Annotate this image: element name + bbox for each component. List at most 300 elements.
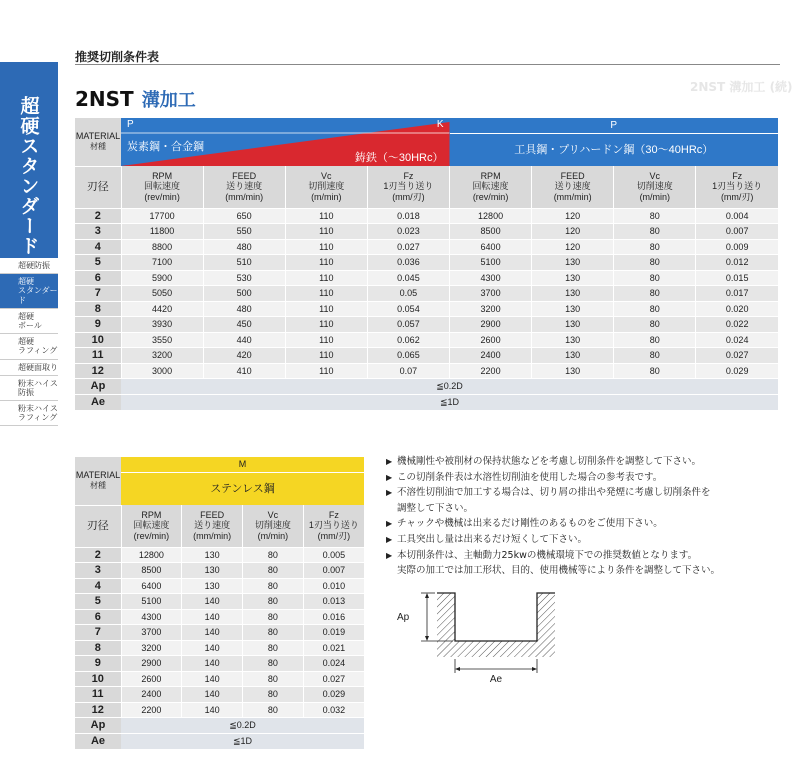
note-text: 機械剛性や被削材の保持状態などを考慮し切削条件を調整して下さい。 — [397, 456, 702, 467]
diameter-header: 刃径 — [75, 166, 121, 208]
value-cell: 7100 — [121, 255, 203, 271]
value-cell: 80 — [614, 208, 696, 224]
value-cell: 420 — [203, 348, 285, 364]
groove-profile — [437, 593, 555, 641]
sidebar-item[interactable] — [0, 334, 58, 359]
diameter-cell: 11 — [75, 687, 121, 703]
column-header-line: FEED — [200, 509, 225, 520]
value-cell: 0.027 — [303, 671, 364, 687]
ae-value: ≦1D — [121, 733, 364, 749]
column-header-line: Vc — [321, 170, 332, 181]
value-cell: 4300 — [450, 270, 532, 286]
table-row — [75, 594, 364, 610]
value-cell: 0.032 — [303, 702, 364, 718]
value-cell: 80 — [243, 671, 304, 687]
material-label-cell — [75, 118, 121, 166]
value-cell: 0.018 — [367, 208, 449, 224]
value-cell: 120 — [532, 239, 614, 255]
value-cell: 0.057 — [367, 317, 449, 333]
value-cell: 500 — [203, 286, 285, 302]
table-row — [75, 625, 364, 641]
note-text: 工具突出し量は出来るだけ短くして下さい。 — [397, 533, 588, 545]
value-cell: 480 — [203, 239, 285, 255]
value-cell: 5900 — [121, 270, 203, 286]
column-header — [532, 166, 614, 208]
value-cell: 440 — [203, 332, 285, 348]
bullet-icon: ▶ — [386, 534, 393, 544]
column-header — [203, 166, 285, 208]
table-row — [75, 332, 778, 348]
value-cell: 130 — [532, 332, 614, 348]
value-cell: 0.045 — [367, 270, 449, 286]
ap-label: Ap — [397, 612, 410, 623]
note-text: 不溶性切削油で加工する場合は、切り屑の排出や発煙に考慮し切削条件を — [397, 487, 711, 499]
bullet-icon: ▶ — [386, 457, 393, 466]
value-cell: 130 — [182, 578, 243, 594]
diameter-cell: 5 — [75, 255, 121, 271]
group-code-p2: P — [610, 120, 618, 131]
diameter-cell: 11 — [75, 348, 121, 364]
table-row — [75, 224, 778, 240]
column-header — [367, 166, 449, 208]
diameter-cell: 4 — [75, 239, 121, 255]
group-name-cast-iron: 鋳鉄（～30HRc） — [354, 152, 444, 164]
note-text: この切削条件表は水溶性切削油を使用した場合の参考表です。 — [397, 471, 663, 483]
diameter-cell: 7 — [75, 625, 121, 641]
value-cell: 80 — [243, 563, 304, 579]
value-cell: 650 — [203, 208, 285, 224]
value-cell: 130 — [182, 547, 243, 563]
column-header-line: (mm/刃) — [317, 531, 351, 542]
sidebar — [0, 62, 58, 462]
column-header — [450, 166, 532, 208]
cutting-conditions-table-m — [75, 457, 364, 749]
ap-value: ≦0.2D — [121, 379, 778, 395]
sidebar-item-label: 超硬防振 — [18, 261, 50, 270]
column-header-line: Vc — [267, 509, 279, 520]
column-header-line: (rev/min) — [133, 531, 170, 542]
column-header-line: 送り速度 — [194, 520, 231, 531]
value-cell: 3200 — [121, 640, 182, 656]
value-cell: 2900 — [121, 656, 182, 672]
note-item — [386, 454, 786, 470]
value-cell: 110 — [285, 363, 367, 379]
value-cell: 0.019 — [303, 625, 364, 641]
value-cell: 110 — [285, 208, 367, 224]
ae-label: Ae — [75, 733, 121, 749]
ae-value: ≦1D — [121, 394, 778, 410]
ap-row — [75, 379, 778, 395]
value-cell: 80 — [243, 594, 304, 610]
column-header-line: (mm/刃) — [392, 192, 425, 203]
value-cell: 0.024 — [696, 332, 778, 348]
value-cell: 80 — [243, 687, 304, 703]
diameter-cell: 3 — [75, 224, 121, 240]
value-cell: 2600 — [121, 671, 182, 687]
value-cell: 0.036 — [367, 255, 449, 271]
material-jp-label: 材種 — [90, 142, 106, 152]
column-header-line: (m/min) — [311, 192, 342, 203]
value-cell: 12800 — [450, 208, 532, 224]
column-header-line: (mm/min) — [193, 531, 232, 542]
column-header-line: Fz — [403, 170, 414, 181]
value-cell: 4300 — [121, 609, 182, 625]
value-cell: 130 — [532, 348, 614, 364]
note-item — [386, 470, 786, 486]
section-heading: 推奨切削条件表 — [75, 50, 160, 64]
sidebar-item-label: 超硬面取り — [18, 362, 58, 372]
material-group-m — [121, 457, 364, 505]
material-jp-label: 材種 — [90, 481, 106, 491]
ap-label: Ap — [75, 379, 121, 395]
column-header-line: Vc — [649, 170, 661, 181]
bullet-icon: ▶ — [386, 488, 393, 498]
value-cell: 8800 — [121, 239, 203, 255]
column-header-line: (mm/min) — [553, 192, 592, 203]
value-cell: 80 — [243, 578, 304, 594]
value-cell: 450 — [203, 317, 285, 333]
column-header — [696, 166, 778, 208]
table-row — [75, 671, 364, 687]
note-text: 調整して下さい。 — [397, 502, 474, 514]
column-header-line: Fz — [732, 170, 743, 181]
value-cell: 5100 — [121, 594, 182, 610]
value-cell: 0.005 — [303, 547, 364, 563]
ae-label: Ae — [75, 394, 121, 410]
value-cell: 80 — [243, 656, 304, 672]
value-cell: 410 — [203, 363, 285, 379]
diameter-cell: 4 — [75, 578, 121, 594]
column-header-line: 送り速度 — [226, 181, 263, 192]
bleed-through-text: 2NST 溝加工 (続) — [690, 80, 793, 94]
column-header — [182, 505, 243, 547]
value-cell: 110 — [285, 348, 367, 364]
sidebar-item-label: 超硬 スタンダード — [18, 277, 58, 305]
sidebar-item[interactable] — [0, 401, 58, 426]
value-cell: 0.013 — [303, 594, 364, 610]
sidebar-item-label: 粉末ハイス 防振 — [18, 378, 58, 397]
note-text: 実際の加工では加工形状、目的、使用機械等により条件を調整して下さい。 — [397, 565, 721, 577]
column-header-line: 回転速度 — [144, 181, 181, 192]
notes-list — [386, 454, 786, 579]
table-row — [75, 609, 364, 625]
value-cell: 8500 — [121, 563, 182, 579]
value-cell: 80 — [614, 286, 696, 302]
diameter-header: 刃径 — [75, 505, 121, 547]
value-cell: 130 — [532, 363, 614, 379]
value-cell: 0.027 — [367, 239, 449, 255]
value-cell: 11800 — [121, 224, 203, 240]
diameter-cell: 9 — [75, 317, 121, 333]
value-cell: 3200 — [121, 348, 203, 364]
sidebar-item[interactable] — [0, 309, 58, 334]
value-cell: 80 — [614, 332, 696, 348]
value-cell: 80 — [614, 317, 696, 333]
cutting-conditions-table-p-k — [75, 118, 778, 410]
value-cell: 0.023 — [367, 224, 449, 240]
value-cell: 120 — [532, 224, 614, 240]
value-cell: 0.009 — [696, 239, 778, 255]
bullet-icon: ▶ — [386, 550, 393, 560]
sidebar-item[interactable] — [0, 258, 58, 274]
group-name-tool-steel: 工具鋼・プリハードン鋼（30～40HRc） — [450, 133, 779, 166]
column-header-line: RPM — [152, 170, 173, 181]
value-cell: 130 — [532, 301, 614, 317]
value-cell: 80 — [243, 640, 304, 656]
diameter-cell: 12 — [75, 363, 121, 379]
value-cell: 3200 — [450, 301, 532, 317]
column-header-line: (m/min) — [257, 531, 289, 542]
sidebar-item-label: 超硬 ラフィング — [18, 337, 58, 356]
table-row — [75, 363, 778, 379]
value-cell: 130 — [182, 563, 243, 579]
value-cell: 110 — [285, 270, 367, 286]
column-header-line: 1刃当り送り — [308, 520, 359, 531]
column-header — [303, 505, 364, 547]
table-row — [75, 208, 778, 224]
sidebar-items — [0, 258, 58, 426]
column-header-line: 回転速度 — [133, 520, 170, 531]
column-header-line: FEED — [232, 170, 257, 181]
value-cell: 5050 — [121, 286, 203, 302]
value-cell: 4420 — [121, 301, 203, 317]
table-row — [75, 239, 778, 255]
value-cell: 0.016 — [303, 609, 364, 625]
column-header — [243, 505, 304, 547]
diameter-cell: 8 — [75, 640, 121, 656]
group-code-k: K — [436, 119, 444, 130]
group-name-steel: 炭素鋼・合金鋼 — [127, 141, 204, 153]
diameter-cell: 5 — [75, 594, 121, 610]
table-row — [75, 255, 778, 271]
sidebar-item[interactable] — [0, 360, 58, 376]
product-code: 2NST — [75, 87, 134, 111]
column-header-line: FEED — [560, 170, 585, 181]
table-row — [75, 563, 364, 579]
column-header-line: 回転速度 — [472, 181, 509, 192]
table-row — [75, 317, 778, 333]
note-item — [386, 548, 786, 564]
ae-label: Ae — [489, 674, 503, 685]
value-cell: 80 — [243, 625, 304, 641]
value-cell: 0.029 — [696, 363, 778, 379]
diameter-cell: 12 — [75, 702, 121, 718]
material-label: MATERIAL — [75, 130, 121, 141]
value-cell: 140 — [182, 671, 243, 687]
value-cell: 80 — [614, 224, 696, 240]
table-row — [75, 702, 364, 718]
table-row — [75, 547, 364, 563]
value-cell: 0.007 — [303, 563, 364, 579]
material-label-cell — [75, 457, 121, 505]
value-cell: 80 — [614, 363, 696, 379]
value-cell: 0.07 — [367, 363, 449, 379]
note-item — [386, 532, 786, 548]
value-cell: 3550 — [121, 332, 203, 348]
value-cell: 80 — [614, 270, 696, 286]
value-cell: 5100 — [450, 255, 532, 271]
product-title: 溝加工 — [141, 90, 196, 111]
sidebar-category[interactable] — [0, 62, 58, 258]
table-row — [75, 301, 778, 317]
value-cell: 2400 — [450, 348, 532, 364]
note-item — [386, 563, 786, 579]
column-header-line: 1刃当り送り — [383, 181, 434, 192]
value-cell: 510 — [203, 255, 285, 271]
value-cell: 2600 — [450, 332, 532, 348]
bullet-icon: ▶ — [386, 519, 393, 529]
note-text: 本切削条件は、主軸動力25kwの機械環境下での推奨数値となります。 — [397, 549, 698, 561]
value-cell: 2200 — [450, 363, 532, 379]
value-cell: 0.007 — [696, 224, 778, 240]
value-cell: 0.004 — [696, 208, 778, 224]
table-row — [75, 687, 364, 703]
value-cell: 0.027 — [696, 348, 778, 364]
group-name-stainless: ステンレス鋼 — [121, 472, 364, 505]
value-cell: 110 — [285, 332, 367, 348]
ae-row — [75, 733, 364, 749]
value-cell: 6400 — [121, 578, 182, 594]
value-cell: 0.020 — [696, 301, 778, 317]
value-cell: 3930 — [121, 317, 203, 333]
value-cell: 120 — [532, 208, 614, 224]
value-cell: 110 — [285, 224, 367, 240]
column-header — [121, 166, 203, 208]
ap-value: ≦0.2D — [121, 718, 364, 734]
diameter-cell: 9 — [75, 656, 121, 672]
diameter-cell: 7 — [75, 286, 121, 302]
value-cell: 2900 — [450, 317, 532, 333]
value-cell: 140 — [182, 625, 243, 641]
value-cell: 12800 — [121, 547, 182, 563]
column-header-line: 切削速度 — [254, 520, 291, 531]
note-item — [386, 485, 786, 501]
value-cell: 0.05 — [367, 286, 449, 302]
sidebar-item[interactable] — [0, 274, 58, 309]
value-cell: 550 — [203, 224, 285, 240]
table-row — [75, 270, 778, 286]
value-cell: 110 — [285, 239, 367, 255]
ap-label: Ap — [75, 718, 121, 734]
value-cell: 80 — [614, 301, 696, 317]
sidebar-item[interactable] — [0, 376, 58, 401]
value-cell: 17700 — [121, 208, 203, 224]
diameter-cell: 10 — [75, 671, 121, 687]
value-cell: 0.022 — [696, 317, 778, 333]
value-cell: 0.029 — [303, 687, 364, 703]
note-item — [386, 516, 786, 532]
table-row — [75, 656, 364, 672]
value-cell: 130 — [532, 286, 614, 302]
group-code-m: M — [121, 457, 364, 472]
column-header-line: RPM — [141, 509, 162, 520]
value-cell: 80 — [614, 255, 696, 271]
column-header-line: (m/min) — [639, 192, 671, 203]
value-cell: 480 — [203, 301, 285, 317]
column-header-line: 1刃当り送り — [712, 181, 763, 192]
value-cell: 80 — [243, 547, 304, 563]
value-cell: 130 — [532, 270, 614, 286]
value-cell: 140 — [182, 656, 243, 672]
column-header — [285, 166, 367, 208]
column-header-line: 切削速度 — [308, 181, 345, 192]
diameter-cell: 8 — [75, 301, 121, 317]
diameter-cell: 6 — [75, 270, 121, 286]
diameter-cell: 3 — [75, 563, 121, 579]
value-cell: 0.015 — [696, 270, 778, 286]
note-text: チャックや機械は出来るだけ剛性のあるものをご使用下さい。 — [397, 518, 663, 530]
value-cell: 0.024 — [303, 656, 364, 672]
groove-diagram — [395, 585, 575, 685]
sidebar-item-label: 超硬 ボール — [18, 311, 42, 330]
column-header-line: RPM — [480, 170, 501, 181]
column-header-line: (rev/min) — [472, 192, 509, 203]
value-cell: 0.054 — [367, 301, 449, 317]
value-cell: 140 — [182, 687, 243, 703]
column-header-line: (mm/min) — [225, 192, 264, 203]
group-code-p: P — [127, 119, 134, 130]
value-cell: 110 — [285, 255, 367, 271]
table-row — [75, 286, 778, 302]
bullet-icon: ▶ — [386, 472, 393, 482]
value-cell: 0.017 — [696, 286, 778, 302]
value-cell: 0.062 — [367, 332, 449, 348]
column-header-line: Fz — [328, 509, 339, 520]
column-header — [614, 166, 696, 208]
value-cell: 110 — [285, 317, 367, 333]
material-label: MATERIAL — [75, 469, 121, 480]
table-row — [75, 348, 778, 364]
value-cell: 6400 — [450, 239, 532, 255]
value-cell: 8500 — [450, 224, 532, 240]
ae-row — [75, 394, 778, 410]
value-cell: 130 — [532, 255, 614, 271]
value-cell: 140 — [182, 640, 243, 656]
sidebar-category-label: 超硬スタンダード — [17, 96, 40, 256]
column-header-line: (rev/min) — [144, 192, 180, 203]
value-cell: 0.010 — [303, 578, 364, 594]
value-cell: 140 — [182, 594, 243, 610]
material-group-p-k — [121, 118, 450, 166]
value-cell: 3000 — [121, 363, 203, 379]
value-cell: 2200 — [121, 702, 182, 718]
column-header-line: 切削速度 — [636, 181, 673, 192]
diameter-cell: 6 — [75, 609, 121, 625]
table-row — [75, 640, 364, 656]
page-title — [75, 86, 196, 112]
table-row — [75, 578, 364, 594]
diameter-cell: 10 — [75, 332, 121, 348]
diameter-cell: 2 — [75, 547, 121, 563]
value-cell: 110 — [285, 286, 367, 302]
material-group-p-tool-steel — [450, 118, 779, 166]
column-header-line: 送り速度 — [554, 181, 591, 192]
diameter-cell: 2 — [75, 208, 121, 224]
value-cell: 140 — [182, 702, 243, 718]
value-cell: 530 — [203, 270, 285, 286]
value-cell: 3700 — [121, 625, 182, 641]
value-cell: 0.065 — [367, 348, 449, 364]
note-item — [386, 501, 786, 517]
value-cell: 80 — [614, 348, 696, 364]
value-cell: 140 — [182, 609, 243, 625]
value-cell: 110 — [285, 301, 367, 317]
value-cell: 80 — [614, 239, 696, 255]
value-cell: 0.021 — [303, 640, 364, 656]
header-divider — [75, 64, 780, 65]
value-cell: 3700 — [450, 286, 532, 302]
value-cell: 2400 — [121, 687, 182, 703]
